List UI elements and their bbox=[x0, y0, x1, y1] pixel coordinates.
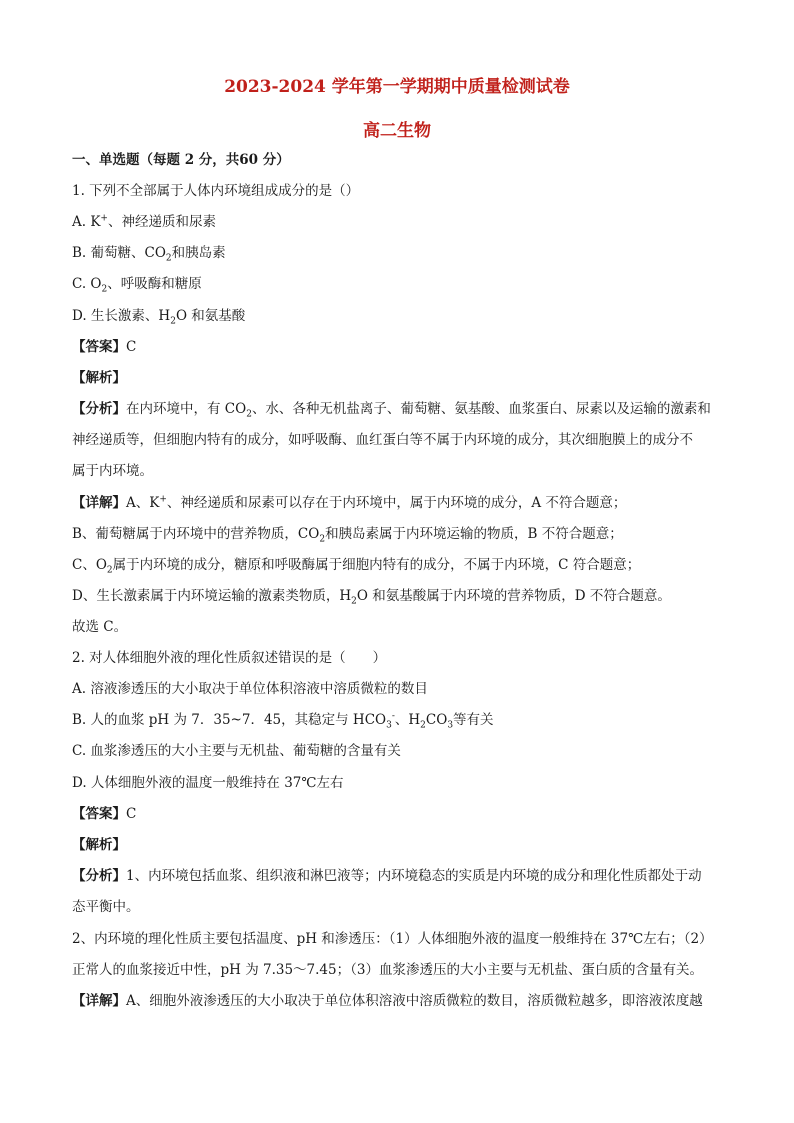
q2-fenxi-line-2: 态平衡中。 bbox=[72, 899, 140, 915]
q1-option-c: C. $O_2$、呼吸酶和糖原 bbox=[72, 276, 202, 295]
q2-fenxi-line-3: 2、内环境的理化性质主要包括温度、pH 和渗透压：（1）人体细胞外液的温度一般维持在 37℃左右；（2） bbox=[72, 931, 713, 947]
exam-title: 2023-2024 学年第一学期期中质量检测试卷 bbox=[224, 77, 570, 97]
q2-fenxi-line-4: 正常人的血浆接近中性，pH 为 7.35～7.45；（3）血浆渗透压的大小主要与无机盐、蛋白质的含量有关。 bbox=[72, 962, 703, 978]
q1-xiangjie-c: C、$O_2$属于内环境的成分，糖原和呼吸酶属于细胞内特有的成分，不属于内环境，C 符合题意； bbox=[72, 557, 641, 576]
q1-fenxi-line-1: 【分析】在内环境中，有 $CO_2$、水、各种无机盐离子、葡萄糖、氨基酸、血浆蛋白、尿素以及运输的激素和 bbox=[72, 401, 711, 420]
answer-value: C bbox=[126, 806, 137, 822]
exam-subject: 高二生物 bbox=[363, 121, 431, 141]
q2-option-b: B. 人的血浆 pH 为 7．35~7．45，其稳定与 $HCO_3^-$、$H_2CO_3$等有关 bbox=[72, 711, 494, 731]
q1-analysis-tag: 【解析】 bbox=[72, 370, 126, 386]
q1-option-a: A. K+、神经递质和尿素 bbox=[72, 213, 216, 230]
q1-answer bbox=[72, 337, 732, 357]
q1-xiangjie-a: 【详解】A、K+、神经递质和尿素可以存在于内环境中，属于内环境的成分，A 不符合题意； bbox=[72, 494, 627, 511]
q2-option-a: A. 溶液渗透压的大小取决于单位体积溶液中溶质微粒的数目 bbox=[72, 681, 428, 697]
q2-stem: 2. 对人体细胞外液的理化性质叙述错误的是（ ） bbox=[72, 650, 387, 666]
q1-option-b: B. 葡萄糖、$CO_2$和胰岛素 bbox=[72, 245, 226, 264]
q2-option-d: D. 人体细胞外液的温度一般维持在 37℃左右 bbox=[72, 775, 344, 791]
q2-option-c: C. 血浆渗透压的大小主要与无机盐、葡萄糖的含量有关 bbox=[72, 743, 401, 759]
q2-analysis-tag: 【解析】 bbox=[72, 837, 126, 853]
section-heading: 一、单选题（每题 2 分，共60 分） bbox=[72, 152, 290, 168]
answer-tag: 【答案】 bbox=[72, 806, 126, 822]
q1-stem: 1. 下列不全部属于人体内环境组成成分的是（） bbox=[72, 183, 360, 199]
q2-answer bbox=[72, 804, 732, 824]
q1-xiangjie-d: D、生长激素属于内环境运输的激素类物质，$H_2O$ 和氨基酸属于内环境的营养物质，D 不符合题意。 bbox=[72, 588, 671, 607]
q1-option-d: D. 生长激素、$H_2O$ 和氨基酸 bbox=[72, 308, 246, 327]
q2-fenxi-line-1: 【分析】1、内环境包括血浆、组织液和淋巴液等；内环境稳态的实质是内环境的成分和理化性质都处于动 bbox=[72, 868, 702, 884]
q2-xiangjie-line-1: 【详解】A、细胞外液渗透压的大小取决于单位体积溶液中溶质微粒的数目，溶质微粒越多，即溶液浓度越 bbox=[72, 993, 703, 1009]
q1-conclusion: 故选 C。 bbox=[72, 619, 128, 635]
answer-value: C bbox=[126, 339, 137, 355]
q1-fenxi-line-3: 属于内环境。 bbox=[72, 463, 153, 479]
q1-xiangjie-b: B、葡萄糖属于内环境中的营养物质，$CO_2$和胰岛素属于内环境运输的物质，B 不符合题意； bbox=[72, 526, 623, 545]
q1-fenxi-line-2: 神经递质等，但细胞内特有的成分，如呼吸酶、血红蛋白等不属于内环境的成分，其次细胞膜上的成分不 bbox=[72, 432, 693, 448]
answer-tag: 【答案】 bbox=[72, 339, 126, 355]
